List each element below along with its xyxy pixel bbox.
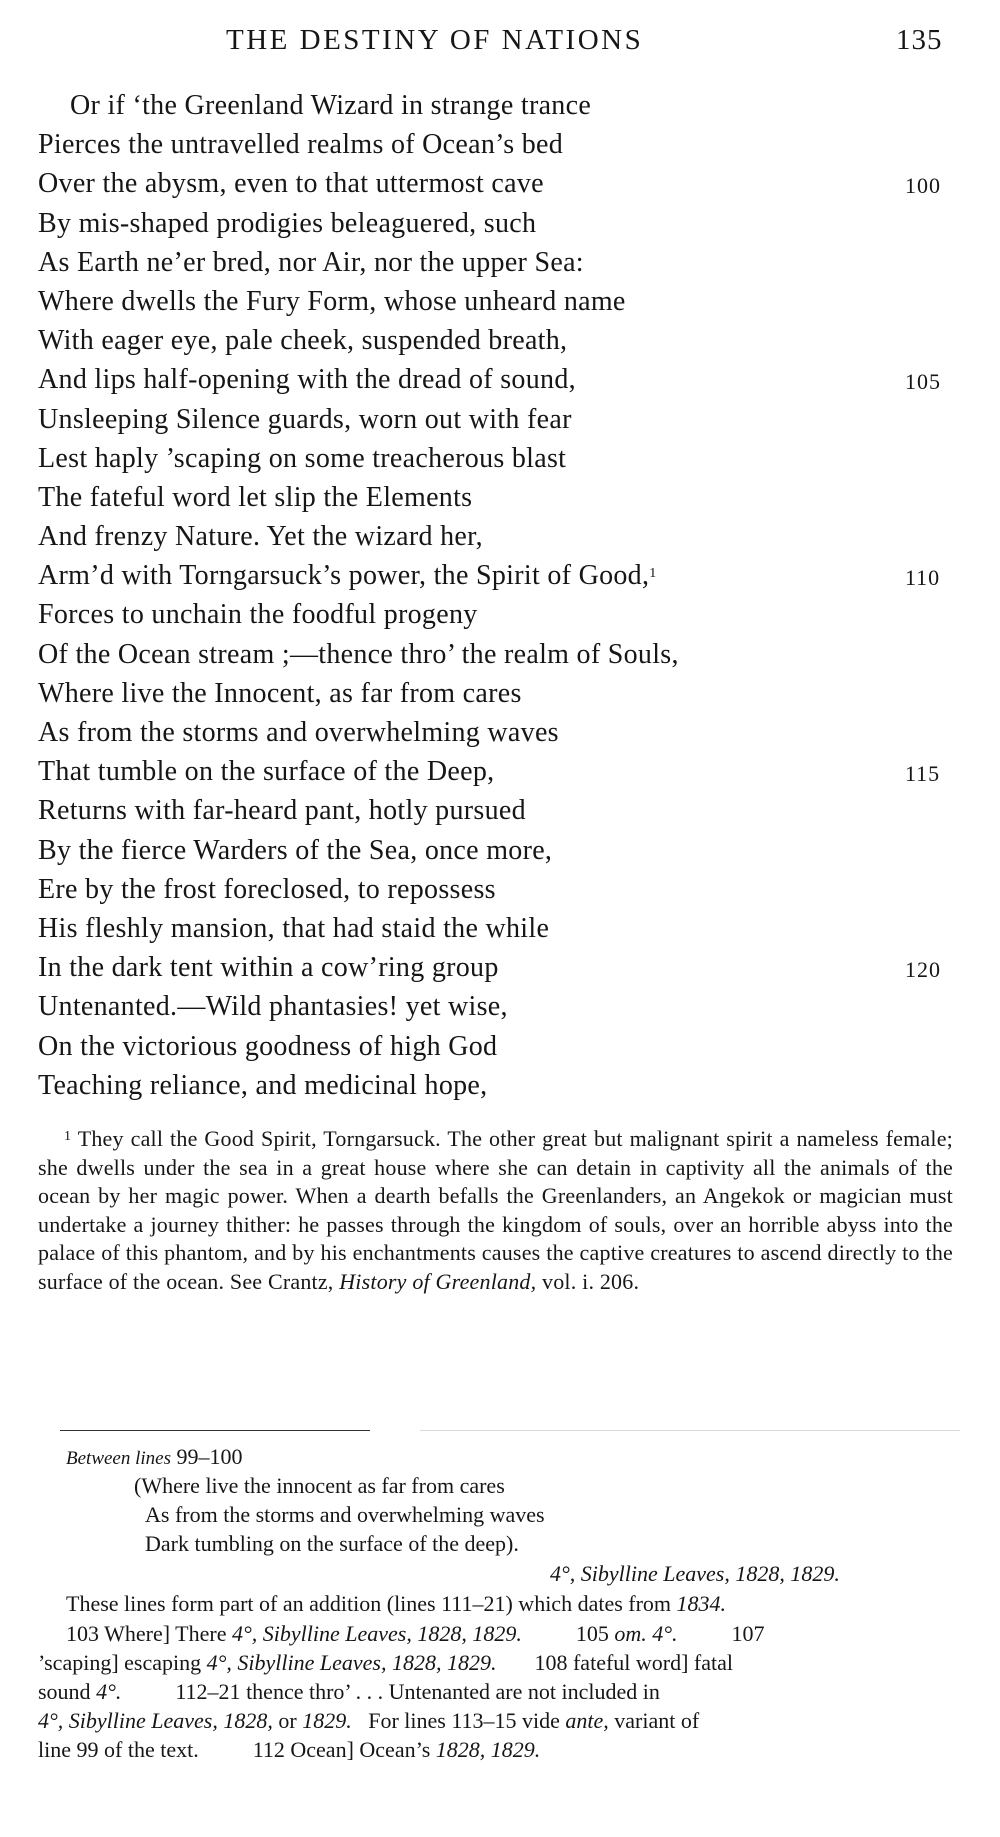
poem-line xyxy=(0,441,1000,480)
running-header xyxy=(0,24,1000,64)
poem-line-text: Forces to unchain the foodful progeny xyxy=(38,599,478,631)
faint-divider xyxy=(420,1430,960,1431)
poem-line xyxy=(0,245,1000,284)
poem-line-text: And frenzy Nature. Yet the wizard her, xyxy=(38,521,483,553)
poem-line-text: By mis-shaped prodigies beleaguered, such xyxy=(38,207,537,239)
poem-line-text: Where dwells the Fury Form, whose unheard name xyxy=(38,285,626,317)
poem-line-text: In the dark tent within a cow’ring group xyxy=(38,952,499,984)
footnote-marker: 1 xyxy=(64,1129,72,1144)
poem-line xyxy=(0,676,1000,715)
line-number: 105 xyxy=(905,369,941,395)
between-lines-label: Between lines 99–100 xyxy=(66,1444,243,1469)
poem-line xyxy=(0,911,1000,950)
line-number: 120 xyxy=(905,957,941,983)
poem-line-text: Unsleeping Silence guards, worn out with fear xyxy=(38,403,572,435)
poem-line xyxy=(0,715,1000,754)
poem-line xyxy=(0,793,1000,832)
running-title: THE DESTINY OF NATIONS xyxy=(226,24,644,56)
poem-line-text: Returns with far-heard pant, hotly pursued xyxy=(38,795,526,827)
variant-line-103: 103 Where] There 4°, Sibylline Leaves, 1828, 1829. 105 om. 4°. 107 xyxy=(66,1621,765,1646)
line-number: 100 xyxy=(905,173,941,199)
poem-line-text: Ere by the frost foreclosed, to repossess xyxy=(38,873,496,905)
poem-line xyxy=(0,558,1000,597)
poem-line-text: Arm’d with Torngarsuck’s power, the Spirit of Good,$^1$ xyxy=(38,560,657,592)
variant-source: 4°, Sibylline Leaves, 1828, 1829. xyxy=(550,1561,840,1586)
footnote xyxy=(38,1125,953,1296)
variant-quote-line: Dark tumbling on the surface of the deep). xyxy=(145,1531,519,1556)
footnote-ref-marker[interactable]: 1 xyxy=(649,566,657,582)
poem-line xyxy=(0,166,1000,205)
variant-line-107: ’scaping] escaping 4°, Sibylline Leaves, 1828, 1829. 108 fateful word] fatal xyxy=(38,1650,734,1675)
poem-line-text: Over the abysm, even to that uttermost cave xyxy=(38,168,544,200)
poem-line-text: With eager eye, pale cheek, suspended breath, xyxy=(38,325,568,357)
poem-line xyxy=(0,989,1000,1028)
poem-line-text: Lest haply ’scaping on some treacherous blast xyxy=(38,442,567,474)
poem-line-text: The fateful word let slip the Elements xyxy=(38,481,473,513)
variant-quote-line: As from the storms and overwhelming waves xyxy=(145,1502,545,1527)
variant-line-112: 4°, Sibylline Leaves, 1828, or 1829. For lines 113–15 vide ante, variant of xyxy=(38,1708,700,1733)
poem-line xyxy=(0,754,1000,793)
poem-line xyxy=(0,519,1000,558)
poem-line xyxy=(0,950,1000,989)
variant-line-113: line 99 of the text. 112 Ocean] Ocean’s 1828, 1829. xyxy=(38,1737,541,1762)
poem-line xyxy=(0,323,1000,362)
poem-line-text: Teaching reliance, and medicinal hope, xyxy=(38,1069,488,1101)
footnote-body: They call the Good Spirit, Torngarsuck. The other great but malignant spirit a nameless female; she dwells under the sea in a great house where she can detain in captivity all the animals of the ocean by her magic power. When a dearth befalls the Greenlanders, an Angekok or magician must undertake a journey thither: he passes through the kingdom of souls, over an horrible abyss into the palace of this phantom, and by his enchantments causes the captive creatures to ascend directly to the surface of the ocean. See Crantz, xyxy=(38,1126,953,1294)
line-number: 115 xyxy=(905,761,941,787)
poem-line-text: That tumble on the surface of the Deep, xyxy=(38,756,495,788)
variant-line-108: sound 4°. 112–21 thence thro’ . . . Untenanted are not included in xyxy=(38,1679,660,1704)
poem-line-text: As from the storms and overwhelming waves xyxy=(38,717,559,748)
poem-line-text: Untenanted.—Wild phantasies! yet wise, xyxy=(38,991,508,1023)
poem-line xyxy=(0,1068,1000,1107)
poem-line-text: And lips half-opening with the dread of sound, xyxy=(38,364,576,396)
poem-text xyxy=(0,88,1000,1107)
line-number: 110 xyxy=(905,565,941,591)
poem-line xyxy=(0,206,1000,245)
poem-line xyxy=(0,480,1000,519)
poem-line-text: His fleshly mansion, that had staid the while xyxy=(38,912,550,944)
poem-line xyxy=(0,284,1000,323)
poem-line-text: Pierces the untravelled realms of Ocean’s bed xyxy=(38,129,564,161)
poem-line xyxy=(0,402,1000,441)
page-number: 135 xyxy=(896,24,943,56)
poem-line xyxy=(0,637,1000,676)
footnote-paragraph xyxy=(38,1125,953,1296)
poem-line xyxy=(0,833,1000,872)
poem-line xyxy=(0,597,1000,636)
variants-divider xyxy=(60,1430,370,1431)
poem-line xyxy=(0,88,1000,127)
poem-line xyxy=(0,1029,1000,1068)
poem-line xyxy=(0,362,1000,401)
poem-line-text: Of the Ocean stream ;—thence thro’ the realm of Souls, xyxy=(38,638,679,670)
poem-line xyxy=(0,872,1000,911)
poem-line-text: Where live the Innocent, as far from cares xyxy=(38,677,522,709)
poem-line xyxy=(0,127,1000,166)
poem-line-text: By the fierce Warders of the Sea, once more, xyxy=(38,834,553,866)
footnote-tail: vol. i. 206. xyxy=(542,1268,640,1294)
poem-line-text: On the victorious goodness of high God xyxy=(38,1030,498,1062)
addition-note: These lines form part of an addition (lines 111–21) which dates from 1834. xyxy=(66,1591,727,1616)
footnote-book-title: History of Greenland, xyxy=(339,1268,537,1294)
variant-quote-line: (Where live the innocent as far from cares xyxy=(134,1473,505,1498)
poem-line-text: As Earth ne’er bred, nor Air, nor the upper Sea: xyxy=(38,246,584,278)
poem-line-text: Or if ‘the Greenland Wizard in strange trance xyxy=(70,90,592,121)
